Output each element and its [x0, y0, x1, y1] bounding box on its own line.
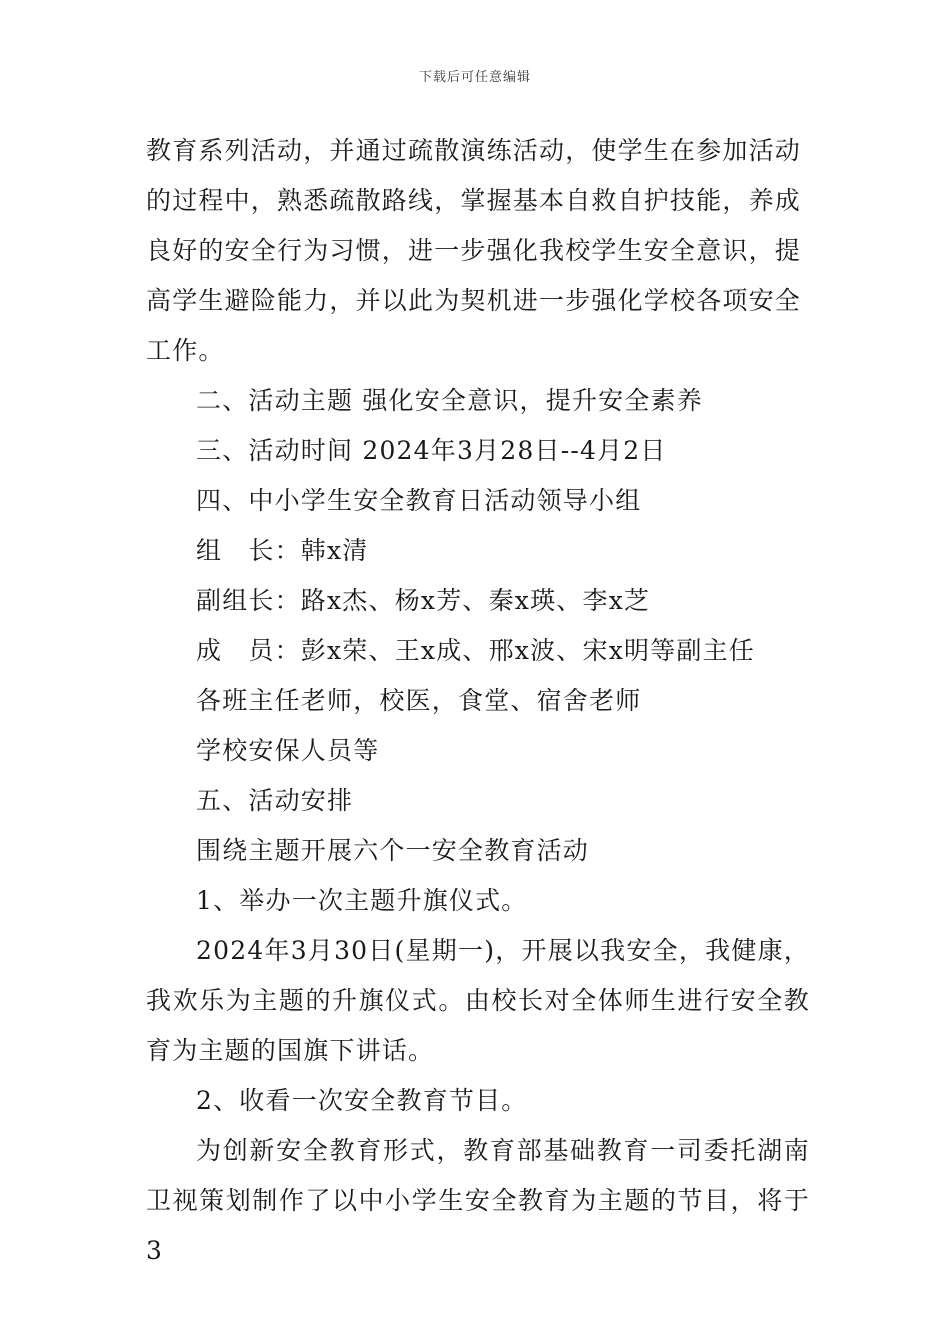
item-flag-ceremony: 1、举办一次主题升旗仪式。	[196, 886, 528, 915]
arrangement-summary: 围绕主题开展六个一安全教育活动	[196, 836, 590, 865]
leader-line: 组 长：韩x清	[196, 536, 369, 565]
document-body	[146, 126, 810, 1276]
paragraph-intro: 教育系列活动，并通过疏散演练活动，使学生在参加活动的过程中，熟悉疏散路线，掌握基本自救自护技能，养成良好的安全行为习惯，进一步强化我校学生安全意识，提高学生避险能力，并以此为契机进一步强化学校各项安全工作。	[146, 136, 802, 365]
page-header: 下载后可任意编辑	[418, 70, 531, 85]
members-line: 成 员：彭x荣、王x成、邢x波、宋x明等副主任	[196, 636, 755, 665]
item-watch-program: 2、收看一次安全教育节目。	[196, 1086, 528, 1115]
members-security-line: 学校安保人员等	[196, 736, 380, 765]
section-leadership: 四、中小学生安全教育日活动领导小组	[196, 486, 642, 515]
section-time: 三、活动时间 2024年3月28日--4月2日	[196, 436, 667, 465]
section-arrangement: 五、活动安排	[196, 786, 354, 815]
paragraph-flag-ceremony: 2024年3月30日(星期一)，开展以我安全，我健康，我欢乐为主题的升旗仪式。由校长对全体师生进行安全教育为主题的国旗下讲话。	[146, 936, 810, 1065]
members-teachers-line: 各班主任老师，校医，食堂、宿舍老师	[196, 686, 642, 715]
section-theme: 二、活动主题 强化安全意识，提升安全素养	[196, 386, 703, 415]
paragraph-watch-program: 为创新安全教育形式，教育部基础教育一司委托湖南卫视策划制作了以中小学生安全教育为主题的节目，将于3	[146, 1136, 810, 1265]
deputy-leader-line: 副组长：路x杰、杨x芳、秦x瑛、李x芝	[196, 586, 651, 615]
